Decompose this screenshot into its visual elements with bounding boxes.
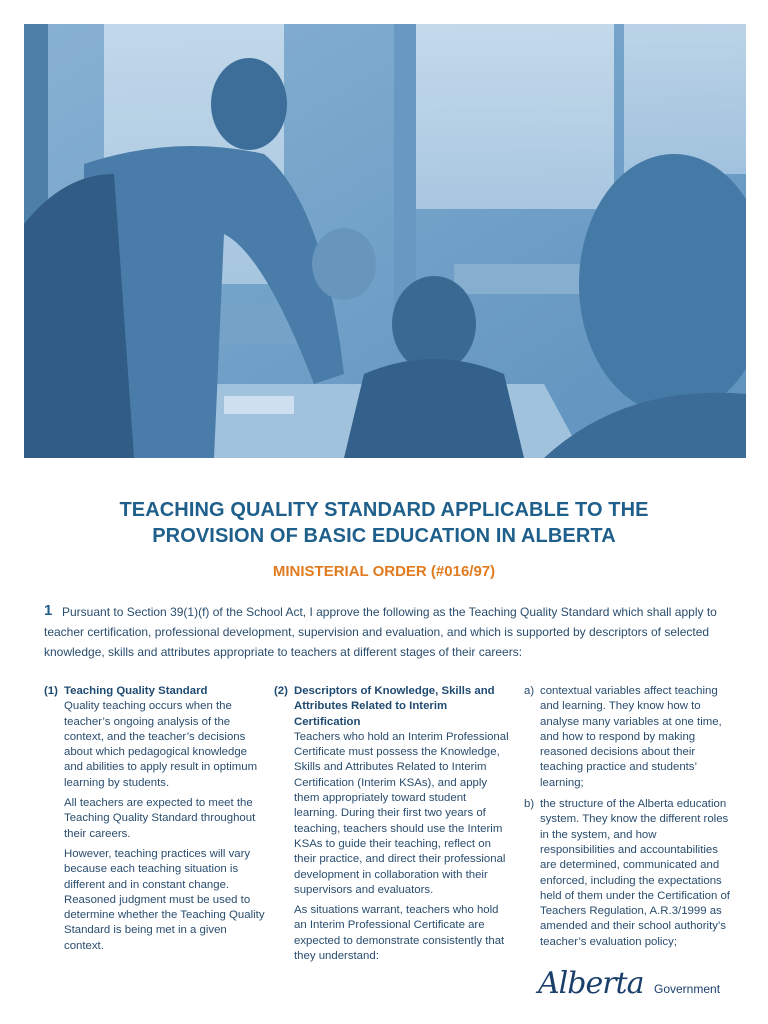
title-line-2: PROVISION OF BASIC EDUCATION IN ALBERTA bbox=[152, 525, 616, 547]
alberta-script-wordmark: Alberta bbox=[538, 966, 644, 1001]
section-heading bbox=[44, 684, 266, 699]
hero-photo bbox=[24, 24, 746, 458]
paragraph: All teachers are expected to meet the Teaching Quality Standard throughout their careers. bbox=[64, 797, 256, 840]
intro-paragraph: Pursuant to Section 39(1)(f) of the School Act, I approve the following as the Teaching Quality Standard which shall apply to teacher certification, professional development, supervision and evaluation, and which is supported by descriptors of selected knowledge, skills and attributes appropriate to teachers at different stages of their careers: bbox=[44, 605, 717, 659]
list-item bbox=[524, 797, 732, 950]
title-line-1: TEACHING QUALITY STANDARD APPLICABLE TO THE bbox=[119, 499, 649, 521]
list-item-text: contextual variables affect teaching and learning. They know how to analyse many variables at one time, and how to respond by making reasoned decisions about their teaching practice and students’ learning; bbox=[540, 685, 722, 789]
column-teaching-quality-standard bbox=[44, 684, 266, 959]
section-heading-text: Descriptors of Knowledge, Skills and Attributes Related to Interim Certification bbox=[294, 685, 495, 728]
section-label: (1) bbox=[44, 685, 58, 697]
section-label: (2) bbox=[274, 685, 288, 697]
list-item-text: the structure of the Alberta education system. They know the different roles in the system, and how responsibilities and accountabilities are determined, communicated and enforced, including the expectations held of them under the Certification of Teachers Regulation, A.R.3/1999 as amended and their school authority’s teacher’s evaluation policy; bbox=[540, 798, 730, 948]
ministerial-order-subtitle: MINISTERIAL ORDER (#016/97) bbox=[272, 563, 496, 580]
paragraph: Teachers who hold an Interim Professional Certificate must possess the Knowledge, Skills and Attributes Related to Interim Certification (Interim KSAs), and apply them appropriately toward student learning. During their first two years of teaching, teachers should use the Interim KSAs to guide their teaching, reflect on their practice, and direct their professional development in collaboration with their supervisors and evaluators. bbox=[294, 730, 509, 896]
list-item bbox=[524, 684, 732, 791]
list-item-label: a) bbox=[524, 685, 535, 697]
paragraph: Quality teaching occurs when the teacher’s ongoing analysis of the context, and the teacher’s decisions about which pedagogical knowledge and abilities to apply result in optimum learning by students. bbox=[64, 700, 258, 789]
document-title bbox=[0, 497, 768, 549]
paragraph: As situations warrant, teachers who hold an Interim Professional Certificate are expected to demonstrate consistently that they understand: bbox=[294, 904, 505, 963]
government-wordmark: Government bbox=[654, 982, 721, 996]
section-number: 1 bbox=[44, 602, 53, 619]
column-descriptors bbox=[274, 684, 510, 969]
paragraph: However, teaching practices will vary because each teaching situation is different and in constant change. Reasoned judgment must be used to determine whether the Teaching Quality Standard is being met in a given context. bbox=[64, 847, 265, 952]
section-heading-text: Teaching Quality Standard bbox=[64, 685, 208, 697]
section-heading bbox=[274, 684, 510, 730]
column-list-items bbox=[524, 684, 732, 956]
classroom-illustration bbox=[24, 24, 746, 458]
alberta-government-logo bbox=[538, 966, 728, 1006]
list-item-label: b) bbox=[524, 798, 535, 811]
intro-section bbox=[44, 602, 734, 662]
